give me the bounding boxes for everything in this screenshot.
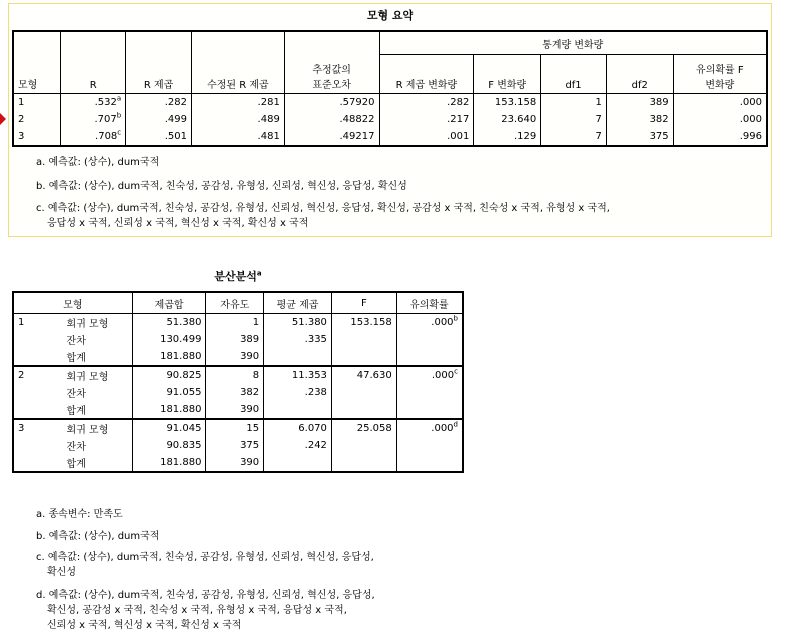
table-row[interactable]: 합계 181.880 390 xyxy=(13,348,463,366)
header-r: R xyxy=(61,55,126,94)
table-row[interactable]: 합계 181.880 390 xyxy=(13,454,463,472)
table-row[interactable]: 2 회귀 모형 90.825 8 11.353 47.630 .000$^c$ xyxy=(13,366,463,384)
table-row[interactable]: 2 .707$^b$ .499 .489 .48822 .217 23.640 7 382 .000 xyxy=(13,111,767,128)
model-summary-footnote-a: a. 예측값: (상수), dum국적 xyxy=(36,157,160,168)
header-adj-r2: 수정된 R 제곱 xyxy=(191,55,284,94)
header-df1: df1 xyxy=(541,55,607,94)
model-summary-table[interactable] xyxy=(12,30,768,147)
header-mean-square: 평균 제곱 xyxy=(264,292,332,314)
header-sum-of-squares: 제곱합 xyxy=(132,292,206,314)
anova-table[interactable] xyxy=(12,291,464,473)
header-spacer xyxy=(13,31,61,55)
header-model: 모형 xyxy=(13,292,132,314)
table-row[interactable]: 잔차 90.835 375 .242 xyxy=(13,437,463,454)
anova-footnote-a: a. 종속변수: 만족도 xyxy=(36,509,123,520)
selection-marker-icon xyxy=(0,113,6,125)
table-row[interactable]: 1 회귀 모형 51.380 1 51.380 153.158 .000$^b$ xyxy=(13,314,463,332)
anova-footnote-d: d. 예측값: (상수), dum국적, 친숙성, 공감성, 유형성, 신뢰성, 혁신성, 응답성, 확신성, 공감성 x 국적, 친숙성 x 국적, 유형성 x 국적, 응답성 x 국적, 신뢰성 x 국적, 혁신성 x 국적, 확신성 x 국적 xyxy=(36,590,375,631)
header-df: 자유도 xyxy=(206,292,264,314)
model-summary-title: 모형 요약 xyxy=(366,9,414,22)
table-row[interactable]: 잔차 130.499 389 .335 xyxy=(13,331,463,348)
table-row[interactable]: 합계 181.880 390 xyxy=(13,401,463,419)
header-sig: 유의확률 xyxy=(396,292,463,314)
model-summary-footnote-b: b. 예측값: (상수), dum국적, 친숙성, 공감성, 유형성, 신뢰성, 혁신성, 응답성, 확신성 xyxy=(36,181,407,192)
table-row[interactable]: 3 .708$^c$ .501 .481 .49217 .001 .129 7 375 .996 xyxy=(13,128,767,146)
header-sig-f-change: 유의확률 F 변화량 xyxy=(673,55,767,94)
model-summary-footnote-c: c. 예측값: (상수), dum국적, 친숙성, 공감성, 유형성, 신뢰성, 혁신성, 응답성, 확신성, 공감성 x 국적, 친숙성 x 국적, 유형성 x 국적, 응답성 x 국적, 신뢰성 x 국적, 혁신성 x 국적, 확신성 x 국적 xyxy=(36,203,610,229)
anova-footnote-c: c. 예측값: (상수), dum국적, 친숙성, 공감성, 유형성, 신뢰성, 혁신성, 응답성, 확신성 xyxy=(36,552,374,578)
table-row[interactable]: 잔차 91.055 382 .238 xyxy=(13,384,463,401)
header-model: 모형 xyxy=(13,55,61,94)
header-stat-change-group: 통계량 변화량 xyxy=(379,31,767,55)
table-row[interactable]: 3 회귀 모형 91.045 15 6.070 25.058 .000$^d$ xyxy=(13,419,463,437)
header-r2: R 제곱 xyxy=(126,55,192,94)
header-df2: df2 xyxy=(606,55,673,94)
header-f: F xyxy=(331,292,396,314)
header-se: 추정값의 표준오차 xyxy=(284,55,379,94)
header-r2-change: R 제곱 변화량 xyxy=(379,55,474,94)
table-row[interactable]: 1 .532$^a$ .282 .281 .57920 .282 153.158 1 389 .000 xyxy=(13,94,767,112)
anova-footnote-b: b. 예측값: (상수), dum국적 xyxy=(36,531,160,542)
header-f-change: F 변화량 xyxy=(474,55,541,94)
anova-title: 분산분석$^a$ xyxy=(214,269,262,283)
